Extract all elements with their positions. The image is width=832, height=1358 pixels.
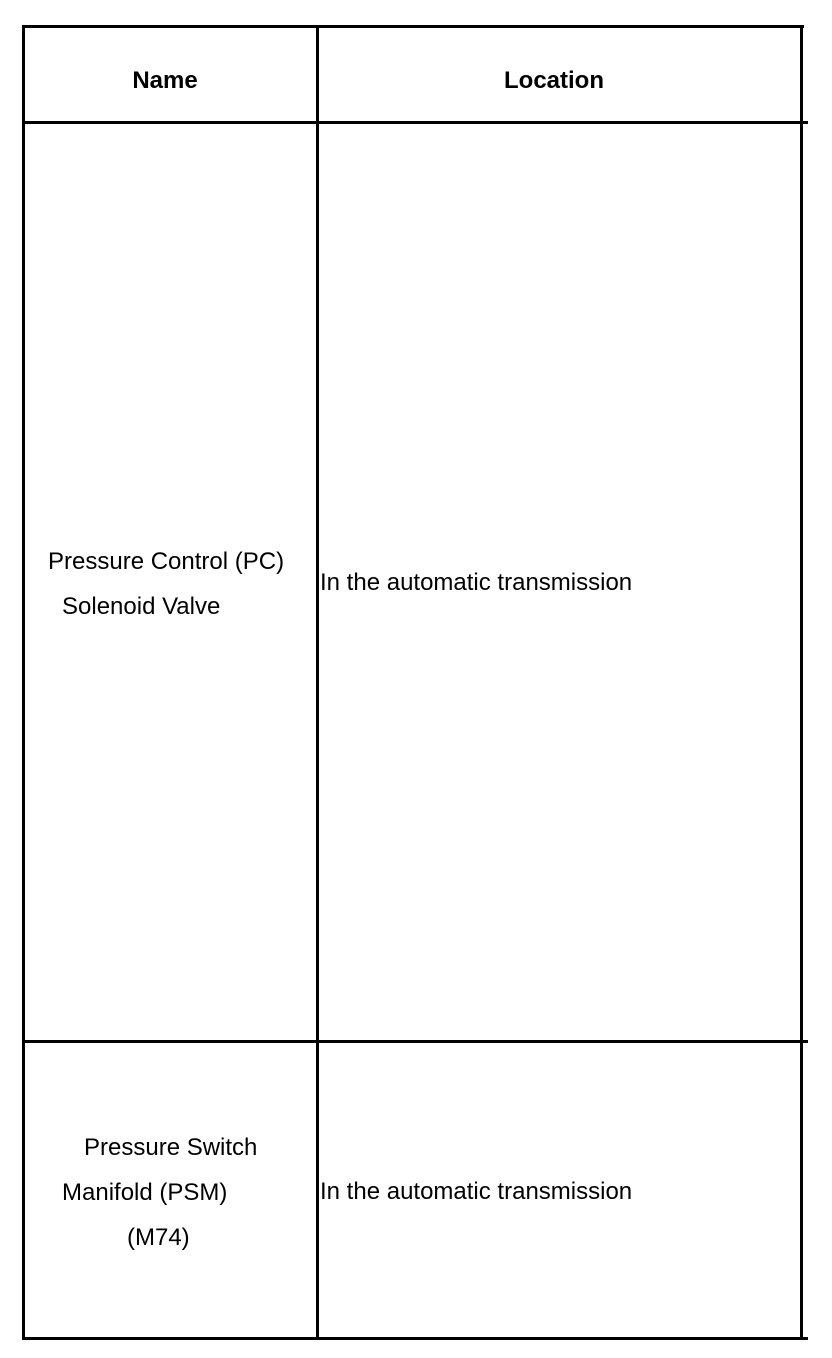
header-bottom-border — [23, 121, 808, 124]
row-1-name-line-1: Pressure Control (PC) — [48, 548, 285, 575]
table-bottom-border — [23, 1337, 808, 1340]
header-location: Location — [504, 67, 604, 94]
table-left-border — [22, 25, 25, 1340]
row-2-name — [62, 1125, 258, 1260]
row-2-location: In the automatic transmission — [320, 1178, 633, 1205]
column-divider — [316, 25, 319, 1340]
table-right-border — [800, 25, 803, 1340]
row-2-name-line-1: Pressure Switch — [84, 1134, 258, 1161]
row-1-bottom-border — [23, 1040, 808, 1043]
row-2-name-line-3: (M74) — [127, 1224, 190, 1251]
header-name: Name — [132, 67, 198, 94]
table-top-border — [23, 25, 804, 28]
row-2-name-line-2: Manifold (PSM) — [62, 1179, 228, 1206]
row-1-name-line-2: Solenoid Valve — [62, 593, 221, 620]
row-1-name — [48, 539, 284, 629]
row-1-location: In the automatic transmission — [320, 569, 633, 596]
